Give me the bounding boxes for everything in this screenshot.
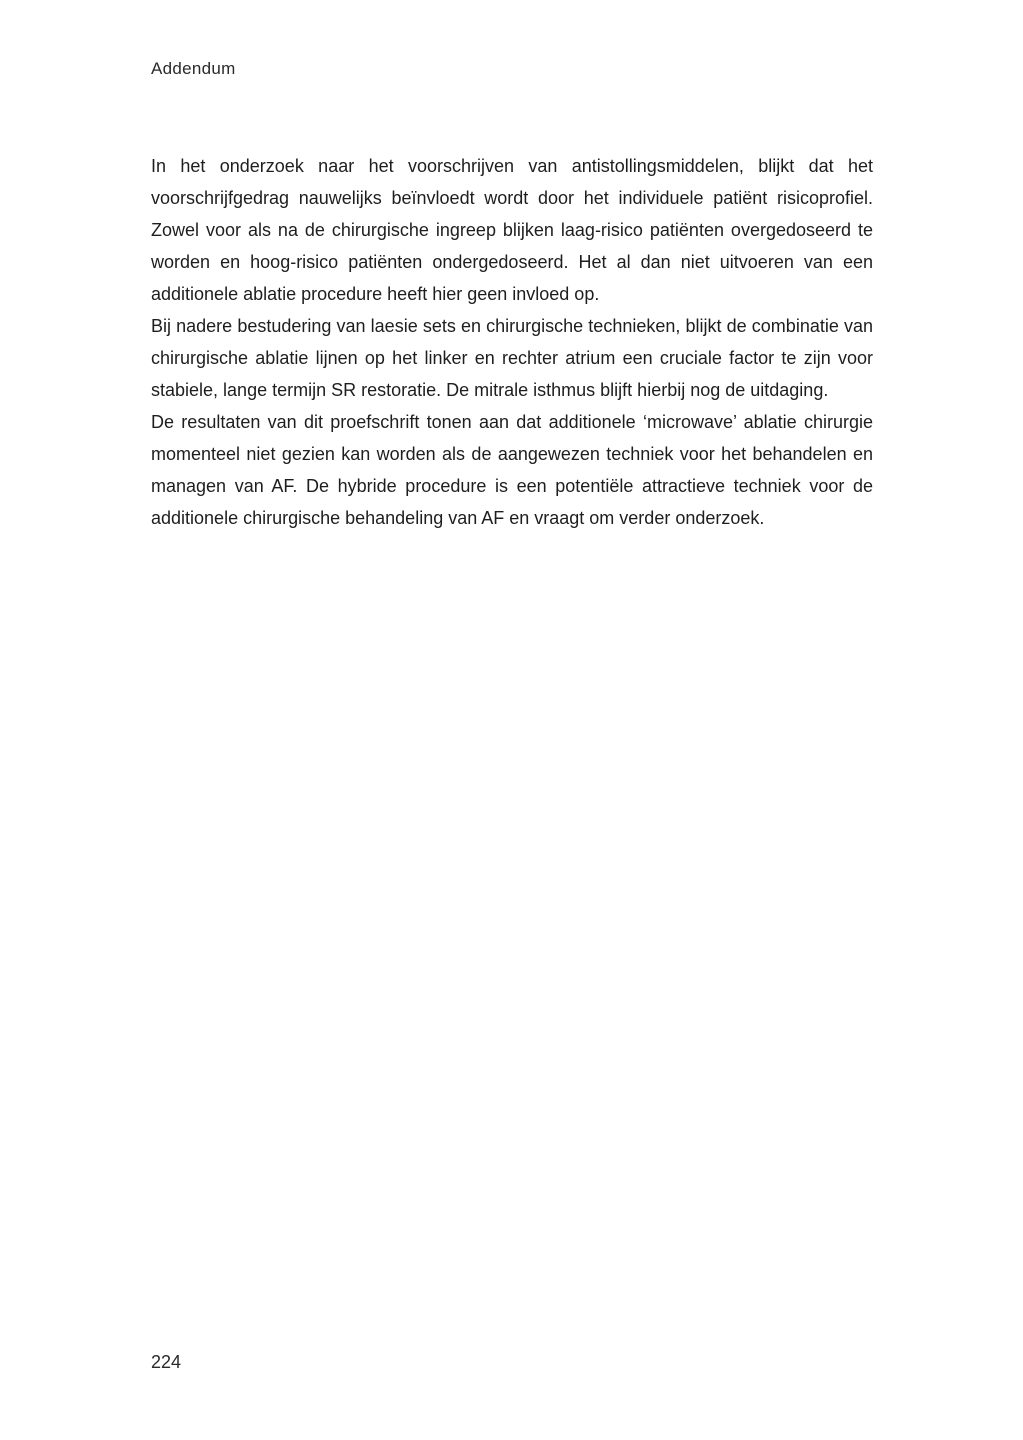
paragraph-2: Bij nadere bestudering van laesie sets en chirurgische technieken, blijkt de combinatie van chirurgische ablatie lijnen op het linker en rechter atrium een cruciale factor te zijn voor stabiele, lange termijn SR restoratie. De mitrale isthmus blijft hierbij nog de uitdaging. bbox=[151, 316, 873, 400]
paragraph-1: In het onderzoek naar het voorschrijven van antistollingsmiddelen, blijkt dat het voorschrijfgedrag nauwelijks beïnvloedt wordt door het individuele patiënt risicoprofiel. Zowel voor als na de chirurgische ingreep blijken laag-risico patiënten overgedoseerd te worden en hoog-risico patiënten ondergedoseerd. Het al dan niet uitvoeren van een additionele ablatie procedure heeft hier geen invloed op. bbox=[151, 156, 873, 304]
body-text bbox=[151, 150, 873, 534]
running-header: Addendum bbox=[151, 59, 236, 78]
page-number: 224 bbox=[151, 1352, 182, 1372]
paragraph-3: De resultaten van dit proefschrift tonen aan dat additionele ‘microwave’ ablatie chirurgie momenteel niet gezien kan worden als de aangewezen techniek voor het behandelen en managen van AF. De hybride procedure is een potentiële attractieve techniek voor de additionele chirurgische behandeling van AF en vraagt om verder onderzoek. bbox=[151, 412, 873, 528]
